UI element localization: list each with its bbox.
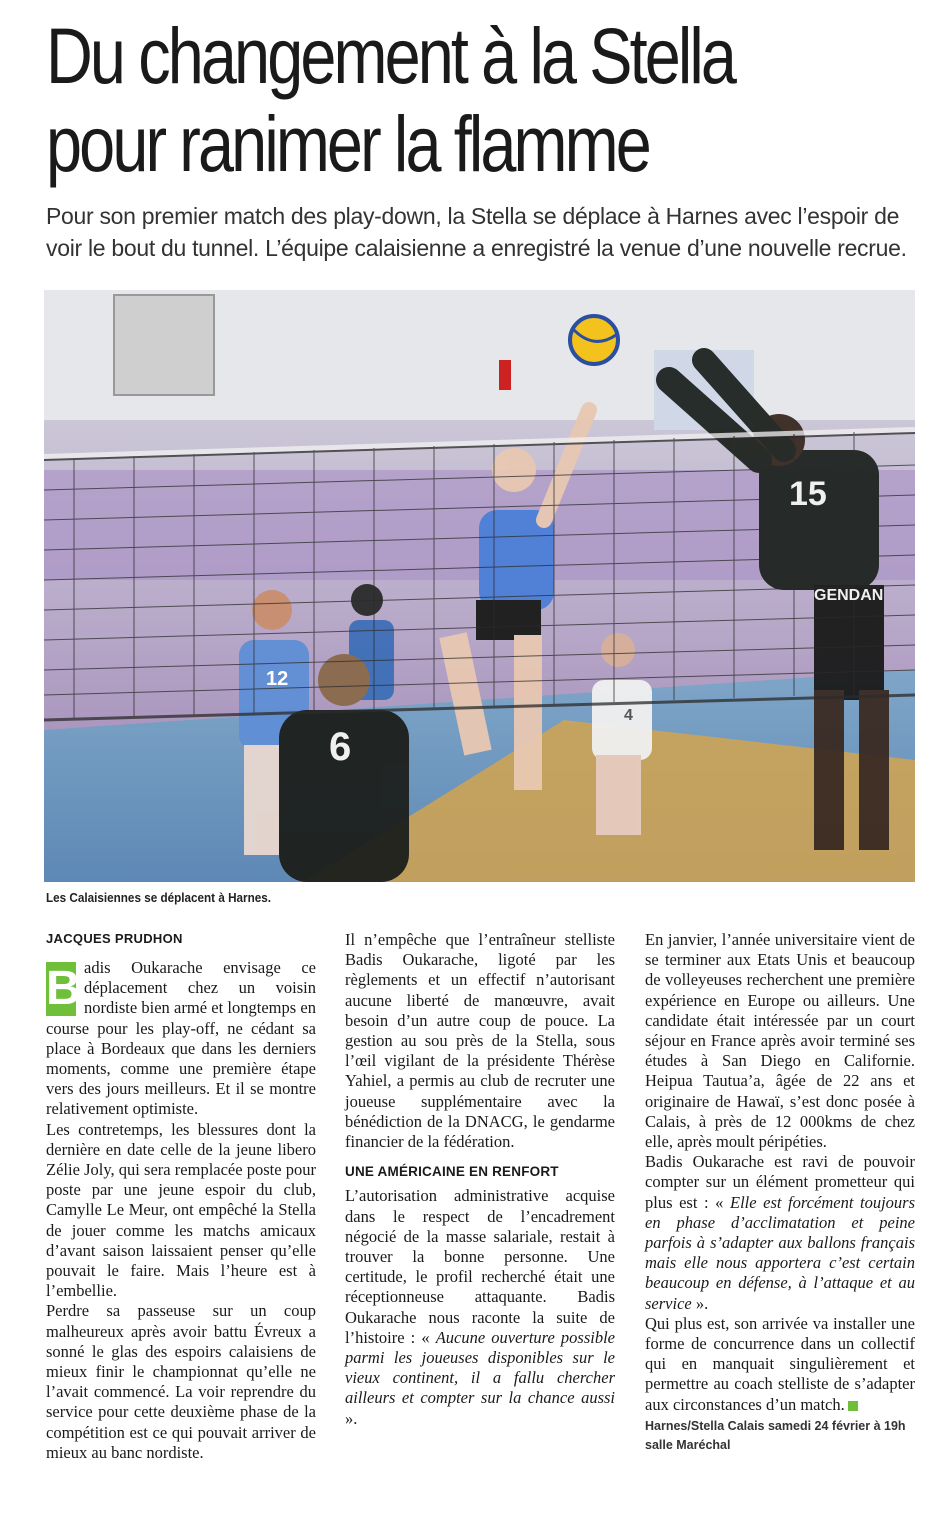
column-3 bbox=[645, 930, 915, 1455]
paragraph-1-text: adis Oukarache envisage ce déplacement chez un voisin nordiste bien armé et longtemps en course pour les play-off, ne cédant sa place à Bordeaux que dans les derniers moments, comme une première étape vers des jours meilleurs. Et il se montre relativement optimiste. bbox=[46, 958, 316, 1119]
section-subhead: UNE AMÉRICAINE EN RENFORT bbox=[345, 1164, 559, 1180]
paragraph-7-start: Badis Oukarache est ravi de pouvoir compter sur un élément prometteur qui plus est : « bbox=[645, 1152, 915, 1212]
article-lead: Pour son premier match des play-down, la Stella se déplace à Harnes avec l’espoir de voir le bout du tunnel. L’équipe calaisienne a enregistré la venue d’une nouvelle recrue. bbox=[46, 203, 907, 261]
jersey-number-4: 4 bbox=[624, 707, 633, 724]
photo-caption: Les Calaisiennes se déplacent à Harnes. bbox=[46, 890, 272, 905]
match-info bbox=[645, 1417, 915, 1455]
match-info-line-1: Harnes/Stella Calais samedi 24 février à 19h bbox=[645, 1418, 906, 1433]
column-1 bbox=[46, 930, 316, 1463]
paragraph-7-end: ». bbox=[691, 1293, 709, 1313]
paragraph-7 bbox=[645, 1152, 915, 1314]
volleyball-photo bbox=[44, 290, 915, 882]
column-2 bbox=[345, 930, 615, 1429]
headline-line-1: Du changement à la Stella bbox=[46, 11, 735, 100]
jersey-number-15: 15 bbox=[789, 475, 827, 513]
headline bbox=[46, 12, 768, 188]
paragraph-4: Il n’empêche que l’entraîneur stelliste Badis Oukarache, ligoté par les règlements et un effectif n’autorisant aucune liberté de manœuvre, avait besoin d’un autre coup de pouce. La gestion au sou près de la Stella, sous l’œil vigilant de la présidente Thérèse Yahiel, a permis au club de recruter une joueuse supplémentaire avec la bénédiction de la DNACG, le gendarme financier de la fédération. bbox=[345, 930, 615, 1152]
paragraph-8-text: Qui plus est, son arrivée va installer une forme de concurrence dans un collectif qui en manquait singulièrement et permettre au coach stelliste de s’adapter aux circonstances d’un match. bbox=[645, 1313, 915, 1414]
paragraph-3: Perdre sa passeuse sur un coup malheureux après avoir battu Évreux a sonné le glas des espoirs calaisiens de mieux finir le championnat qu’elle ne l’avait commencé. La voir reprendre du service pour cette deuxième phase de la compétition est ce qui pouvait arriver de mieux au banc nordiste. bbox=[46, 1301, 316, 1462]
paragraph-5-start: L’autorisation administrative acquise dans le respect de l’encadrement négocié de la masse salariale, restait à trouver la bonne personne. Une certitude, le profil recherché était une réceptionneuse attaquante. Badis Oukarache nous raconte la suite de l’histoire : « bbox=[345, 1186, 615, 1347]
paragraph-2: Les contretemps, les blessures dont la dernière en date celle de la jeune libero Zélie Joly, qui sera remplacée poste pour poste par une jeune espoir du club, Camylle Le Meur, ont empêché la Stella de jouer comme les matchs amicaux d’avant saison laissaient penser qu’elle pouvait le faire. Mais l’heure est à l’embellie. bbox=[46, 1119, 316, 1301]
author-byline: JACQUES PRUDHON bbox=[46, 931, 183, 946]
paragraph-5-end: ». bbox=[345, 1408, 358, 1428]
jersey-name: GENDAN bbox=[814, 587, 884, 604]
paragraph-7-quote: Elle est forcément toujours en phase d’acclimatation et peine parfois à s’adapter aux ballons français mais elle nous apportera c’est certain beaucoup en défense, à l’attaque et au service bbox=[645, 1192, 915, 1313]
paragraph-5-quote: Aucune ouverture possible parmi les joueuses disponibles sur le vieux continent, il a fallu chercher ailleurs et compter sur la chance aussi bbox=[345, 1327, 615, 1408]
drop-cap: B bbox=[46, 962, 81, 1015]
jersey-number-6: 6 bbox=[329, 725, 352, 769]
jersey-number-12: 12 bbox=[266, 668, 289, 690]
paragraph-5 bbox=[345, 1186, 615, 1428]
end-mark-icon bbox=[848, 1401, 858, 1411]
headline-line-2: pour ranimer la flamme bbox=[46, 99, 649, 188]
match-info-line-2: salle Maréchal bbox=[645, 1437, 731, 1452]
paragraph-1 bbox=[46, 958, 316, 1120]
paragraph-8 bbox=[645, 1314, 915, 1415]
article-photo bbox=[44, 290, 915, 882]
paragraph-6: En janvier, l’année universitaire vient de se terminer aux Etats Unis et beaucoup de volleyeuses recherchent une première expérience en Europe ou ailleurs. Une candidate était intéressée par un court séjour en France après avoir terminé ses études à San Diego en Californie. Heipua Tautua’a, âgée de 22 ans et originaire de Hawaï, s’est donc posée à Calais, à près de 12 000kms de chez elle, après moult péripéties. bbox=[645, 930, 915, 1152]
